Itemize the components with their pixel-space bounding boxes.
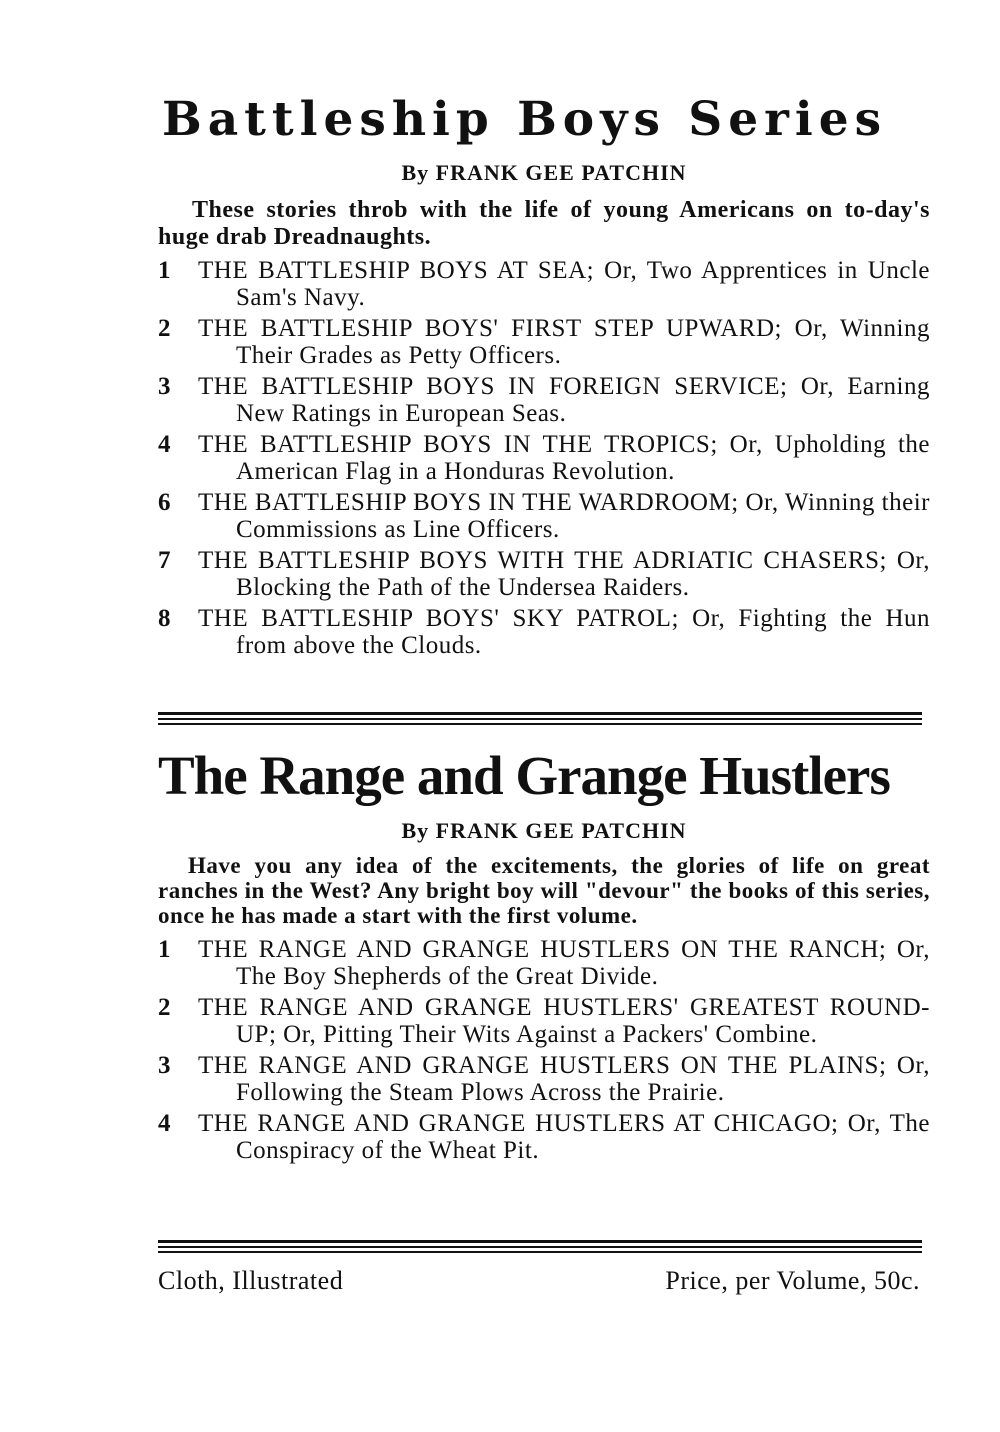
book-entry: THE BATTLESHIP BOYS IN THE WARDROOM; Or, Winning their Commissions as Line Officers. <box>198 489 930 544</box>
series-title: The Range and Grange Hustlers <box>158 745 890 806</box>
book-title: THE BATTLESHIP BOYS' FIRST STEP UPWARD <box>198 315 775 343</box>
book-entry: THE BATTLESHIP BOYS WITH THE ADRIATIC CHASERS; Or, Blocking the Path of the Undersea Raiders. <box>198 547 930 602</box>
list-item <box>158 547 930 601</box>
item-number: 4 <box>158 431 171 459</box>
book-list <box>158 936 930 1164</box>
list-item <box>158 431 930 485</box>
list-item <box>158 1052 930 1106</box>
item-number: 8 <box>158 605 171 633</box>
book-title: THE BATTLESHIP BOYS IN THE WARDROOM <box>198 489 732 517</box>
book-subtitle: Or, Two Apprentices in Uncle Sam's Navy. <box>236 257 930 312</box>
series-intro: These stories throb with the life of young Americans on to-day's huge drab Dreadnaughts. <box>158 197 930 251</box>
binding-note: Cloth, Illustrated <box>158 1266 344 1295</box>
series-title: Battleship Boys Series <box>162 92 888 147</box>
book-subtitle: Or, The Conspiracy of the Wheat Pit. <box>236 1110 931 1165</box>
book-title: THE BATTLESHIP BOYS AT SEA <box>198 257 587 285</box>
book-entry: THE RANGE AND GRANGE HUSTLERS' GREATEST ROUND-UP; Or, Pitting Their Wits Against a Packers' Combine. <box>198 994 930 1049</box>
book-subtitle: Or, Upholding the American Flag in a Honduras Revolution. <box>236 431 930 486</box>
item-number: 6 <box>158 489 171 517</box>
item-number: 1 <box>158 257 171 285</box>
range-grange-section <box>158 745 931 1168</box>
series-intro: Have you any idea of the excitements, the glories of life on great ranches in the West? Any bright boy will "devour" the books of this series, once he has made a start with the first volume. <box>158 853 930 929</box>
list-item <box>158 994 930 1048</box>
book-title: THE BATTLESHIP BOYS WITH THE ADRIATIC CHASERS <box>198 547 880 575</box>
book-entry: THE BATTLESHIP BOYS' FIRST STEP UPWARD; Or, Winning Their Grades as Petty Officers. <box>198 315 930 370</box>
book-entry: THE RANGE AND GRANGE HUSTLERS AT CHICAGO; Or, The Conspiracy of the Wheat Pit. <box>198 1110 931 1165</box>
list-item <box>158 315 930 369</box>
footer-divider <box>158 1240 922 1256</box>
book-subtitle: Or, Blocking the Path of the Undersea Raiders. <box>236 547 930 602</box>
author-byline: By FRANK GEE PATCHIN <box>401 160 687 185</box>
book-entry: THE RANGE AND GRANGE HUSTLERS ON THE RANCH; Or, The Boy Shepherds of the Great Divide. <box>198 936 930 991</box>
book-subtitle: Or, Winning their Commissions as Line Officers. <box>236 489 930 544</box>
list-item <box>158 605 930 659</box>
book-subtitle: Or, Winning Their Grades as Petty Officers. <box>236 315 930 370</box>
book-title: THE RANGE AND GRANGE HUSTLERS ON THE PLAINS <box>198 1052 879 1080</box>
book-entry: THE BATTLESHIP BOYS AT SEA; Or, Two Apprentices in Uncle Sam's Navy. <box>198 257 930 312</box>
list-item <box>158 489 930 543</box>
book-title: THE BATTLESHIP BOYS IN THE TROPICS <box>198 431 711 459</box>
list-item <box>158 257 930 311</box>
book-subtitle: Or, Pitting Their Wits Against a Packers' Combine. <box>283 1021 818 1049</box>
item-number: 2 <box>158 315 171 343</box>
book-title: THE BATTLESHIP BOYS' SKY PATROL <box>198 605 672 633</box>
author-byline: By FRANK GEE PATCHIN <box>401 818 687 843</box>
book-subtitle: Or, Following the Steam Plows Across the Prairie. <box>236 1052 930 1107</box>
item-number: 2 <box>158 994 171 1022</box>
item-number: 1 <box>158 936 171 964</box>
section-divider <box>158 712 922 728</box>
list-item <box>158 373 930 427</box>
footer <box>158 1266 920 1296</box>
book-subtitle: Or, The Boy Shepherds of the Great Divide. <box>236 936 930 991</box>
item-number: 3 <box>158 373 171 401</box>
item-number: 3 <box>158 1052 171 1080</box>
book-subtitle: Or, Fighting the Hun from above the Clouds. <box>236 605 931 660</box>
book-title: THE BATTLESHIP BOYS IN FOREIGN SERVICE <box>198 373 780 401</box>
book-entry: THE BATTLESHIP BOYS IN THE TROPICS; Or, Upholding the American Flag in a Honduras Revolution. <box>198 431 930 486</box>
book-entry: THE BATTLESHIP BOYS IN FOREIGN SERVICE; Or, Earning New Ratings in European Seas. <box>198 373 930 428</box>
price-note: Price, per Volume, 50c. <box>665 1266 920 1295</box>
book-title: THE RANGE AND GRANGE HUSTLERS' GREATEST ROUND-UP <box>198 994 930 1049</box>
book-entry: THE BATTLESHIP BOYS' SKY PATROL; Or, Fighting the Hun from above the Clouds. <box>198 605 931 660</box>
book-entry: THE RANGE AND GRANGE HUSTLERS ON THE PLAINS; Or, Following the Steam Plows Across the Prairie. <box>198 1052 930 1107</box>
list-item <box>158 1110 930 1164</box>
battleship-section <box>158 92 931 663</box>
list-item <box>158 936 930 990</box>
item-number: 7 <box>158 547 171 575</box>
book-title: THE RANGE AND GRANGE HUSTLERS ON THE RANCH <box>198 936 879 964</box>
book-title: THE RANGE AND GRANGE HUSTLERS AT CHICAGO <box>198 1110 832 1138</box>
book-list <box>158 257 930 659</box>
book-subtitle: Or, Earning New Ratings in European Seas. <box>236 373 930 428</box>
item-number: 4 <box>158 1110 171 1138</box>
